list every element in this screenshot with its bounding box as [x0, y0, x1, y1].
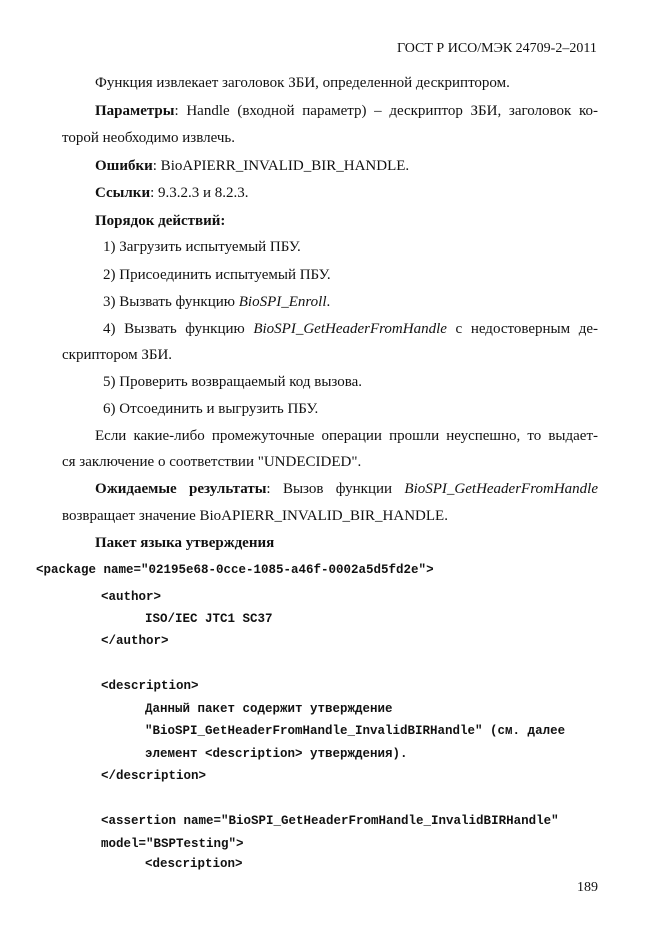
- fail-paragraph: Если какие-либо промежуточные операции прошли неуспешно, то выдает-: [95, 428, 598, 444]
- code-line: <description>: [145, 857, 243, 871]
- code-line: Данный пакет содержит утверждение: [145, 702, 393, 716]
- code-line: "BioSPI_GetHeaderFromHandle_InvalidBIRHandle" (см. далее: [145, 724, 566, 738]
- expected-cont: возвращает значение BioAPIERR_INVALID_BIR_HANDLE.: [62, 508, 448, 524]
- expected-label: Ожидаемые результаты: [95, 481, 267, 497]
- code-line: элемент <description> утверждения).: [145, 747, 408, 761]
- parameters-cont: торой необходимо извлечь.: [62, 130, 236, 146]
- package-title-text: Пакет языка утверждения: [95, 535, 275, 551]
- code-line: model="BSPTesting">: [101, 837, 244, 851]
- page-number: 189: [577, 880, 598, 895]
- page-header: ГОСТ Р ИСО/МЭК 24709-2–2011: [397, 41, 597, 56]
- refs-label: Ссылки: [95, 185, 151, 201]
- parameters-text: : Handle (входной параметр) – дескриптор ЗБИ, заголовок ко-: [174, 103, 598, 119]
- refs-line: [95, 184, 249, 202]
- package-title: [95, 534, 274, 552]
- parameters-label: Параметры: [95, 103, 175, 119]
- expected-func: BioSPI_GetHeaderFromHandle: [404, 481, 598, 497]
- errors-label: Ошибки: [95, 158, 153, 174]
- code-line: <description>: [101, 679, 199, 693]
- code-line: ISO/IEC JTC1 SC37: [145, 612, 273, 626]
- step-3-func: BioSPI_Enroll: [238, 294, 327, 310]
- step-4-cont: скриптором ЗБИ.: [62, 347, 173, 363]
- order-title-text: Порядок действий:: [95, 213, 226, 229]
- code-line: <package name="02195e68-0cce-1085-a46f-0002a5d5fd2e">: [36, 563, 434, 577]
- step-3: [103, 293, 330, 311]
- expected-line: [95, 480, 598, 498]
- expected-text: : Вызов функции: [266, 481, 405, 497]
- code-line: <author>: [101, 590, 162, 604]
- fail-paragraph-cont: ся заключение о соответствии "UNDECIDED".: [62, 454, 362, 470]
- code-line: </author>: [101, 634, 169, 648]
- step-1: 1) Загрузить испытуемый ПБУ.: [103, 239, 301, 255]
- step-3-text: 3) Вызвать функцию: [103, 294, 239, 310]
- parameters-line: [95, 102, 598, 120]
- code-line: <assertion name="BioSPI_GetHeaderFromHandle_InvalidBIRHandle": [101, 814, 559, 828]
- refs-text: : 9.3.2.3 и 8.2.3.: [150, 185, 249, 201]
- errors-line: [95, 157, 409, 175]
- step-3-period: .: [326, 294, 331, 310]
- order-title: [95, 212, 225, 230]
- code-line: </description>: [101, 769, 207, 783]
- step-6: 6) Отсоединить и выгрузить ПБУ.: [103, 401, 319, 417]
- step-2: 2) Присоединить испытуемый ПБУ.: [103, 267, 331, 283]
- step-4-func: BioSPI_GetHeaderFromHandle: [253, 321, 447, 337]
- step-4-text: 4) Вызвать функцию: [103, 321, 254, 337]
- step-5: 5) Проверить возвращаемый код вызова.: [103, 374, 363, 390]
- step-4-text2: с недостоверным де-: [446, 321, 598, 337]
- step-4: [103, 320, 598, 338]
- paragraph: Функция извлекает заголовок ЗБИ, определенной дескриптором.: [95, 75, 510, 91]
- errors-text: : BioAPIERR_INVALID_BIR_HANDLE.: [152, 158, 410, 174]
